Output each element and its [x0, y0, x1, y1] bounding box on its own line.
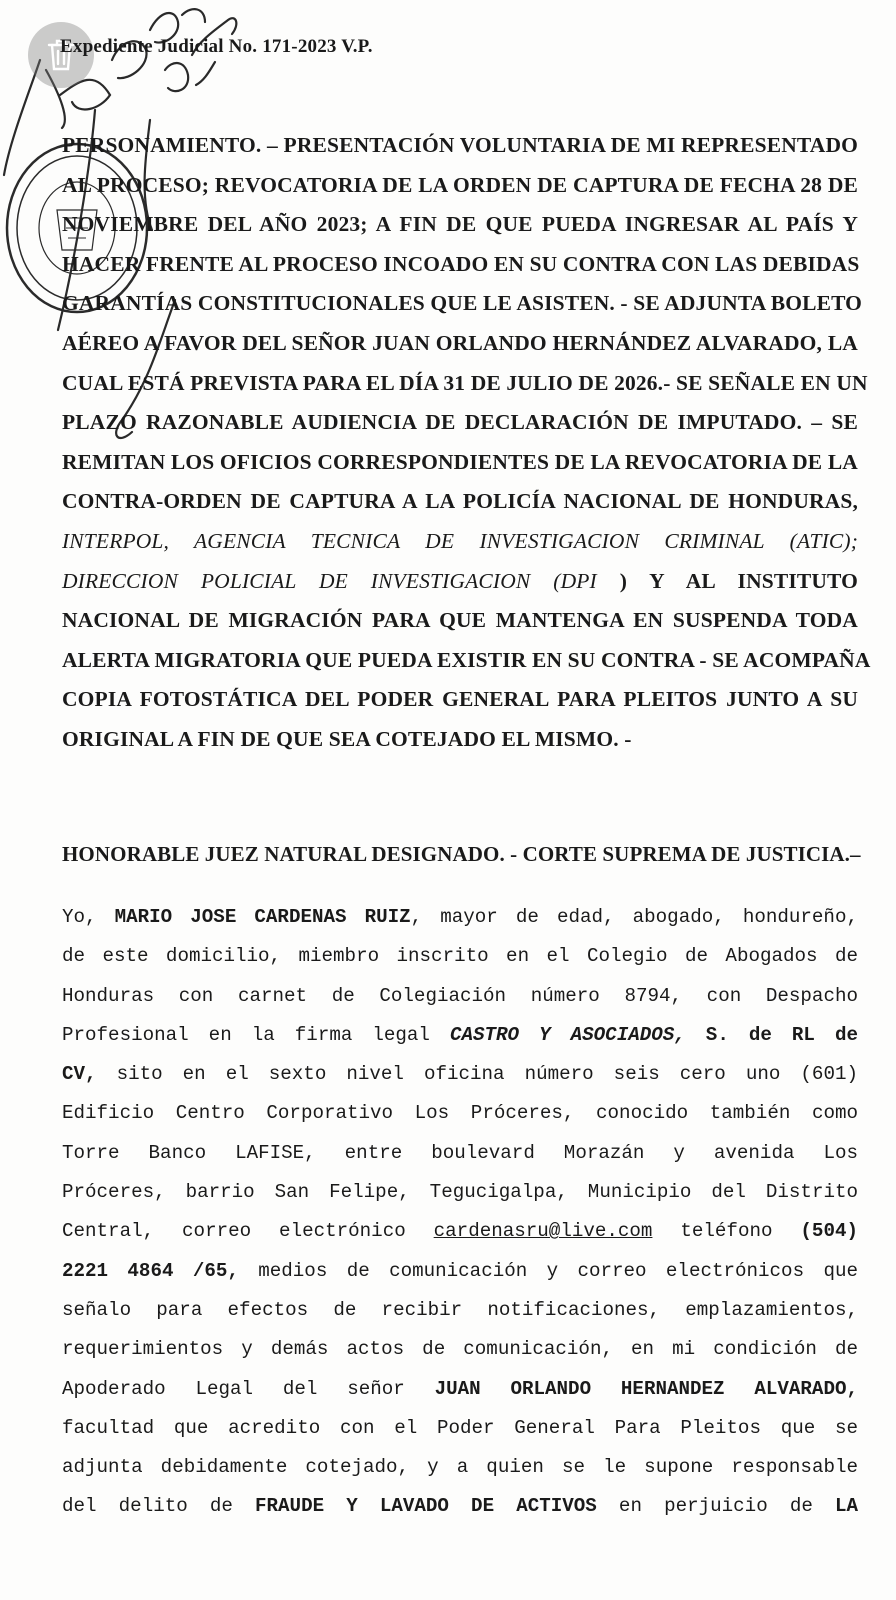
heading-line: GARANTÍAS CONSTITUCIONALES QUE LE ASISTEN. - SE ADJUNTA BOLETO [62, 291, 863, 316]
heading-line: NOVIEMBRE DEL AÑO 2023; A FIN DE QUE PUEDA INGRESAR AL PAÍS Y [62, 212, 858, 237]
body-line: adjunta debidamente cotejado, y a quien se le supone responsable [62, 1456, 858, 1479]
heading-line: CUAL ESTÁ PREVISTA PARA EL DÍA 31 DE JULIO DE 2026.- SE SEÑALE EN UN [62, 370, 868, 395]
body-line: Edificio Centro Corporativo Los Próceres, conocido también como [62, 1102, 858, 1125]
heading-line: AL PROCESO; REVOCATORIA DE LA ORDEN DE CAPTURA DE FECHA 28 DE [62, 172, 858, 197]
heading-line: CONTRA-ORDEN DE CAPTURA A LA POLICÍA NACIONAL DE HONDURAS, [62, 489, 858, 514]
body-line: Próceres, barrio San Felipe, Tegucigalpa, Municipio del Distrito [62, 1181, 858, 1204]
heading-line: PERSONAMIENTO. – PRESENTACIÓN VOLUNTARIA DE MI REPRESENTADO [62, 133, 858, 157]
heading-line: INTERPOL, AGENCIA TECNICA DE INVESTIGACION CRIMINAL (ATIC); [62, 528, 858, 553]
body-paragraph [62, 898, 858, 1527]
heading-block [62, 126, 871, 760]
body-line: Honduras con carnet de Colegiación número 8794, con Despacho [62, 984, 858, 1007]
body-line: Central, correo electrónico cardenasru@live.com teléfono (504) [62, 1220, 858, 1243]
email-link[interactable]: cardenasru@live.com [433, 1220, 653, 1243]
heading-line: ORIGINAL A FIN DE QUE SEA COTEJADO EL MISMO. - [62, 726, 632, 751]
heading-line: PLAZO RAZONABLE AUDIENCIA DE DECLARACIÓN DE IMPUTADO. – SE [62, 410, 858, 435]
body-line: Yo, MARIO JOSE CARDENAS RUIZ, mayor de edad, abogado, hondureño, [62, 906, 858, 928]
client-name: JUAN ORLANDO HERNANDEZ ALVARADO, [434, 1377, 858, 1400]
heading-line: COPIA FOTOSTÁTICA DEL PODER GENERAL PARA PLEITOS JUNTO A SU [62, 687, 858, 712]
salutation: HONORABLE JUEZ NATURAL DESIGNADO. - CORTE SUPREMA DE JUSTICIA.– [62, 842, 861, 866]
file-number: Expediente Judicial No. 171-2023 V.P. [60, 36, 373, 57]
body-line: requerimientos y demás actos de comunicación, en mi condición de [62, 1338, 858, 1361]
firm-name: CASTRO Y ASOCIADOS, [449, 1023, 686, 1046]
body-line: Profesional en la firma legal CASTRO Y ASOCIADOS, S. de RL de [62, 1023, 858, 1046]
heading-line: ALERTA MIGRATORIA QUE PUEDA EXISTIR EN SU CONTRA - SE ACOMPAÑA [62, 647, 871, 672]
crime-name: FRAUDE Y LAVADO DE ACTIVOS [255, 1495, 597, 1518]
heading-line: NACIONAL DE MIGRACIÓN PARA QUE MANTENGA EN SUSPENDA TODA [62, 608, 858, 633]
body-line: del delito de FRAUDE Y LAVADO DE ACTIVOS en perjuicio de LA [62, 1495, 859, 1518]
heading-line: HACER FRENTE AL PROCESO INCOADO EN SU CONTRA CON LAS DEBIDAS [62, 251, 860, 276]
body-line: facultad que acredito con el Poder General Para Pleitos que se [62, 1416, 858, 1439]
heading-line: AÉREO A FAVOR DEL SEÑOR JUAN ORLANDO HERNÁNDEZ ALVARADO, LA [62, 330, 858, 355]
phone-number: (504) [800, 1220, 858, 1243]
body-line: señalo para efectos de recibir notificaciones, emplazamientos, [62, 1298, 858, 1321]
body-line: Torre Banco LAFISE, entre boulevard Morazán y avenida Los [62, 1141, 858, 1164]
body-line: de este domicilio, miembro inscrito en el Colegio de Abogados de [62, 945, 858, 968]
heading-line: REMITAN LOS OFICIOS CORRESPONDIENTES DE LA REVOCATORIA DE LA [62, 449, 858, 474]
attorney-name: MARIO JOSE CARDENAS RUIZ [114, 906, 411, 928]
heading-line: DIRECCION POLICIAL DE INVESTIGACION (DPI ) Y AL INSTITUTO [62, 568, 858, 593]
body-line: 2221 4864 /65, medios de comunicación y correo electrónicos que [62, 1259, 858, 1282]
body-line: Apoderado Legal del señor JUAN ORLANDO HERNANDEZ ALVARADO, [62, 1377, 858, 1400]
body-line: CV, sito en el sexto nivel oficina número seis cero uno (601) [62, 1063, 858, 1086]
